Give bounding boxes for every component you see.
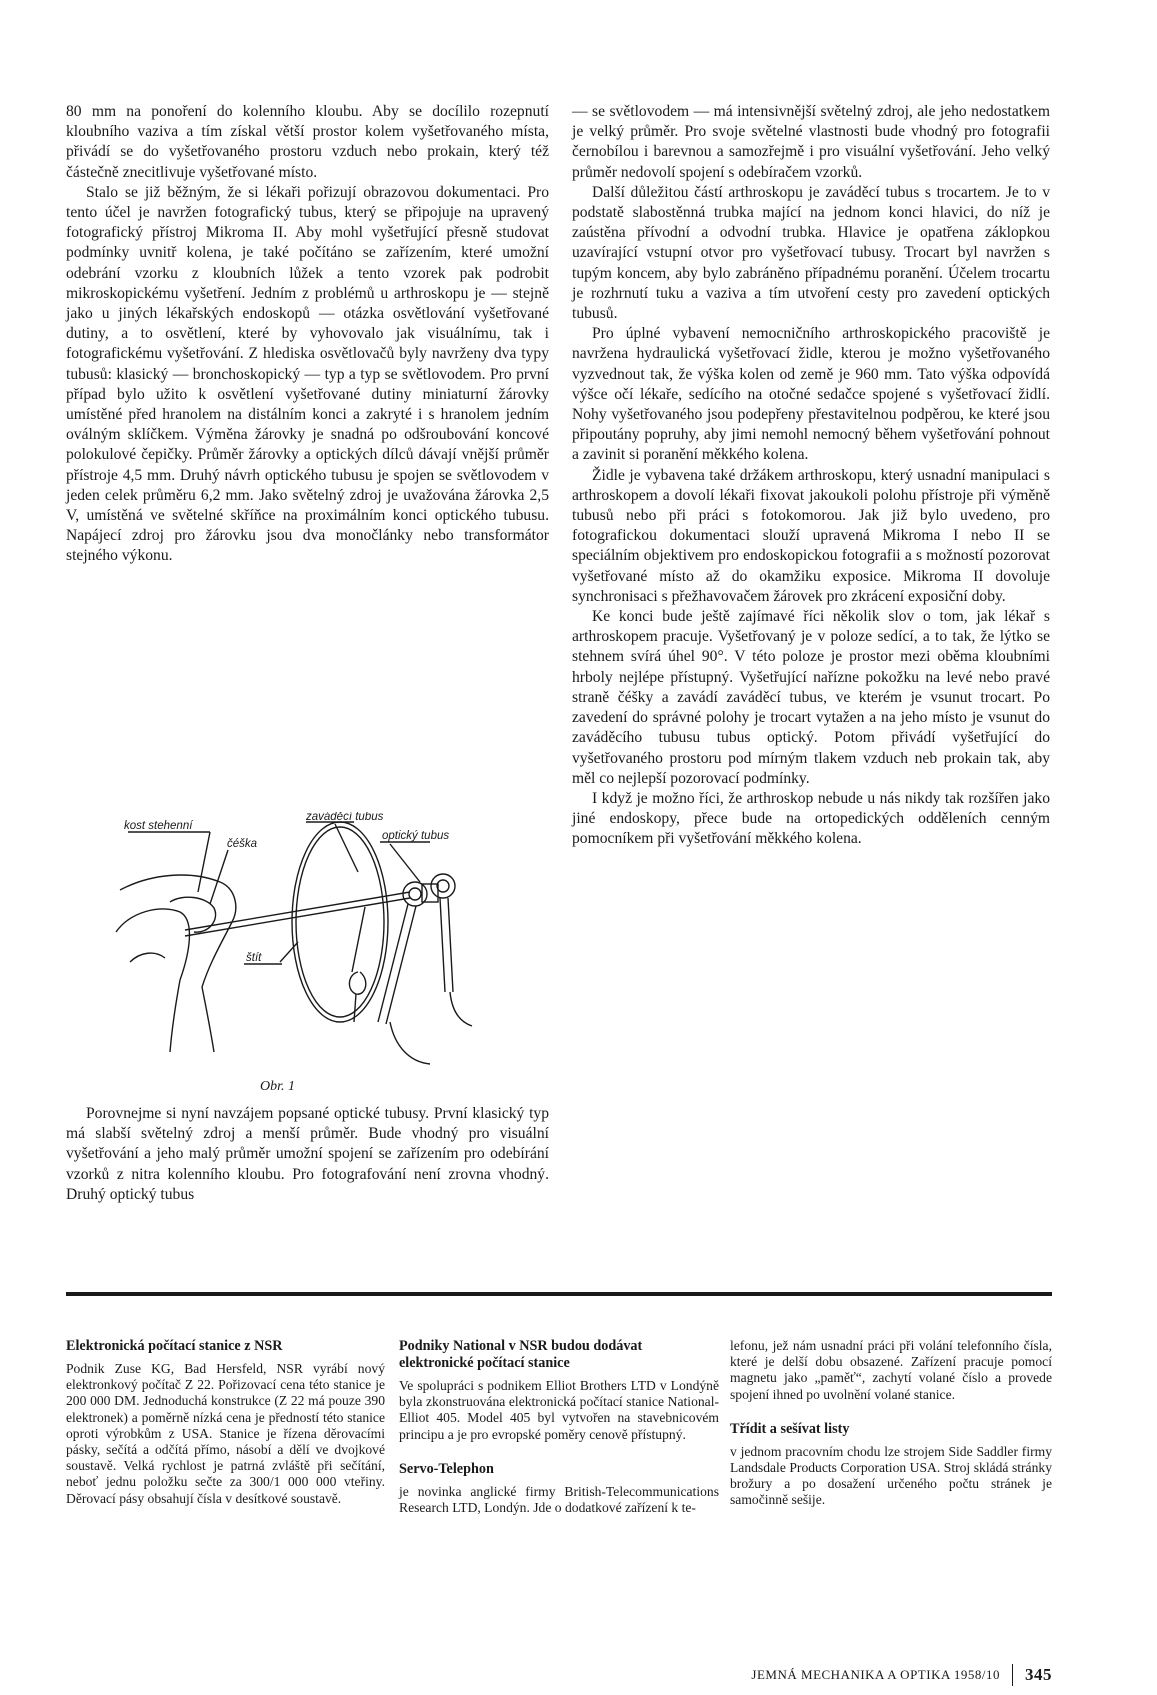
paragraph: I když je možno říci, že arthroskop nebude u nás nikdy tak rozšířen jako jiné endoskopy, přece bude na ortopedických odděleních cenným pomocníkem při vyšetřování měkkého kolena. bbox=[572, 789, 1050, 848]
arthroscope-drawing bbox=[110, 812, 530, 1097]
figure-caption: Obr. 1 bbox=[260, 1079, 296, 1094]
paragraph: Porovnejme si nyní navzájem popsané optické tubusy. První klasický typ má slabší světelný zdroj a menší průměr. Bude vhodný pro visuální vyšetřování a jeho malý průměr umožní spojení se zařízením pro odebírání vzorků z nitra kolenního kloubu. Pro fotografování není zrovna vhodný. Druhý optický tubus bbox=[66, 1105, 549, 1203]
news-body: v jednom pracovním chodu lze strojem Side Saddler firmy Landsdale Products Corporation USA. Stroj skládá stránky brožury a po dosažení určeného počtu stránek je samočinně sešije. bbox=[730, 1443, 1052, 1508]
page-number: 345 bbox=[1025, 1665, 1052, 1684]
news-item-computer-station bbox=[66, 1338, 385, 1507]
figure-arthroscope bbox=[110, 812, 530, 1097]
page-footer bbox=[751, 1664, 1052, 1686]
article-column-right bbox=[572, 102, 1050, 850]
news-column-right bbox=[730, 1338, 1052, 1509]
paragraph: Pro úplné vybavení nemocničního arthroskopického pracoviště je navržena hydraulická vyšetřovací židle, kterou je možno vyšetřovaného vyzvednout tak, že výška kolen od země je 960 mm. Tato výška odpovídá výšce očí lékaře, sedícího na otočné sedačce spojené s vyšetřovací židlí. Nohy vyšetřovaného jsou podepřeny přestavitelnou podpěrou, ke které jsou připoutány popruhy, aby jimi nemohl nemocný během vyšetřování pohnout a zavinit si poranění měkkého kolena. bbox=[572, 325, 1050, 464]
paragraph: 80 mm na ponoření do kolenního kloubu. Aby se docílilo rozepnutí kloubního vaziva a tím získal větší prostor kolem vyšetřovaného místa, přivádí se do vyšetřovaného prostoru vzduch nebo prokain, který též částečně znecitlivuje vyšetřované místo. bbox=[66, 103, 549, 181]
label-zavadeci-tubus: zaváděcí tubus bbox=[306, 812, 384, 823]
news-title: Servo-Telephon bbox=[399, 1460, 494, 1477]
news-body: Ve spolupráci s podnikem Elliot Brothers LTD v Londýně byla zkonstruována elektronická počítací stanice National-Elliot 405. Model 405 byl vytvořen na stavebnicovém principu a je pro evropské poměry cenově přístupný. bbox=[399, 1378, 719, 1442]
news-body-continued: lefonu, jež nám usnadní práci při volání telefonního čísla, které je delší dobu obsazené. Zařízení pracuje pomocí magnetu jako „paměť“, zachytí volané číslo a provede spojení ihned po uvolnění volané stanice. bbox=[730, 1338, 1052, 1402]
news-title: Elektronická počítací stanice z NSR bbox=[66, 1338, 283, 1354]
label-kost-stehenni: kost stehenní bbox=[124, 820, 193, 832]
section-divider bbox=[66, 1292, 1052, 1296]
article-column-left-bottom bbox=[66, 1104, 549, 1205]
news-title: Podniky National v NSR budou dodávat elektronické počítací stanice bbox=[399, 1338, 643, 1371]
news-column-middle bbox=[399, 1338, 719, 1516]
news-title: Třídit a sešívat listy bbox=[730, 1420, 850, 1437]
paragraph: Židle je vybavena také držákem arthroskopu, který usnadní manipulaci s arthroskopem a dovolí lékaři fixovat jakoukoli polohu přístroje při výměně tubusů nebo při práci s fotokomorou. Jak již bylo uvedeno, pro fotografickou dokumentaci slouží upravená Mikroma I nebo II se speciálním objektivem pro endoskopickou fotografii a s možností pozorovat vyšetřované místo až do okamžiku exposice. Mikroma II dovoluje synchronisaci s přežhavovačem žárovek pro zkrácení exposiční doby. bbox=[572, 466, 1050, 605]
label-stit: štít bbox=[246, 952, 262, 964]
label-ceska: čéška bbox=[227, 838, 258, 850]
footer-divider bbox=[1012, 1664, 1013, 1686]
paragraph: Stalo se již běžným, že si lékaři pořizují obrazovou dokumentaci. Pro tento účel je navržen fotografický tubus, který se připojuje na upravený fotografický přístroj Mikroma II. Aby mohl vyšetřující přesně studovat podmínky uvnitř kolena, je také počítáno se zařízením, které umožní odebrání vzorku z kloubních lůžek a tento vzorek pak podrobit mikroskopickému vyšetření. Jedním z problémů u arthroskopu je — stejně jako u jiných lékařských endoskopů — otázka osvětlování vyšetřované dutiny, a to osvětlení, které by vyhovovalo jak visuálnímu, tak i fotografickému vyšetřování. Z hlediska osvětlovačů byly navrženy dva typy tubusů: klasický — bronchoskopický — typ a typ se světlovodem. Pro první případ bylo užito k osvětlení vyšetřované dutiny miniaturní žárovky umístěné před hranolem na distálním konci a zakryté i s hranolem jedním oválným sklíčkem. Výměna žárovky je snadná po odšroubování koncové polokulové čepičky. Průměr žárovky a optických dílců dávají vnější průměr přístroje 4,5 mm. Druhý návrh optického tubusu je spojen se světlovodem v jeden celek průměru 6,2 mm. Jako světelný zdroj je uvažována žárovka 2,5 V, umístěná ve světelné skříňce na proximálním konci optického tubusu. Napájecí zdroj pro žárovku jsou dva monočlánky nebo transformátor stejného výkonu. bbox=[66, 183, 549, 565]
news-body: Podnik Zuse KG, Bad Hersfeld, NSR vyrábí nový elektronkový počítač Z 22. Pořizovací cena této stanice je 200 000 DM. Jednoduchá konstrukce (Z 22 má pouze 390 elektronek) a poměrně nízká cena je předností této stanice oproti výrobkům z USA. Stanice je řízena děrovacími pásky, sečítá a odčítá přímo, násobí a dělí ve dvojkové soustavě. Velká rychlost je patrná zvláště při sečítání, neboť jednu položku sečte za 300/1 000 000 vteřiny. Děrovací pásy obsahují čísla v desítkové soustavě. bbox=[66, 1361, 385, 1506]
paragraph: — se světlovodem — má intensivnější světelný zdroj, ale jeho nedostatkem je velký průměr. Pro svoje světelné vlastnosti bude vhodný pro fotografii černobílou i barevnou a samozřejmě i pro visuální vyšetřování. Jeho velký průměr nedovolí spojení s odebíračem vzorků. bbox=[572, 103, 1050, 181]
paragraph: Ke konci bude ještě zajímavé říci několik slov o tom, jak lékař s arthroskopem pracuje. Vyšetřovaný je v poloze sedící, a to tak, že lýtko se stehnem svírá úhel 90°. V této poloze je prostor mezi oběma kloubními hrboly nejlépe přístupný. Vyšetřující nařízne pokožku na levé nebo pravé straně čéšky a zavádí zaváděcí tubus, ve kterém je vsunut trocart. Po zavedení do správné polohy je trocart vytažen a na jeho místo je vsunut do zaváděcího tubusu tubus optický. Potom přivádí vyšetřující do vyšetřovaného prostoru pod mírným tlakem vzduch neb prokain tak, aby měl co nejlepší pozorovací podmínky. bbox=[572, 608, 1050, 787]
label-opticky-tubus: optický tubus bbox=[382, 830, 450, 842]
paragraph: Další důležitou částí arthroskopu je zaváděcí tubus s trocartem. Je to v podstatě slabostěnná trubka mající na jednom konci hlavici, do níž je zaústěna přívodní a odvodní trubka. Hlavice je opatřena záklopkou uzavírající vstupní otvor pro vyšetřovací tubusy. Trocart byl navržen s tupým koncem, aby bylo zabráněno případnému poranění. Účelem trocartu je rozhrnutí tuku a vaziva a tím utvoření cesty pro zavedení optických tubusů. bbox=[572, 183, 1050, 323]
journal-name: JEMNÁ MECHANIKA A OPTIKA 1958/10 bbox=[751, 1667, 1000, 1682]
article-column-left bbox=[66, 102, 549, 567]
news-body: je novinka anglické firmy British-Telecommunications Research LTD, Londýn. Jde o dodatkové zařízení k te- bbox=[399, 1483, 719, 1516]
